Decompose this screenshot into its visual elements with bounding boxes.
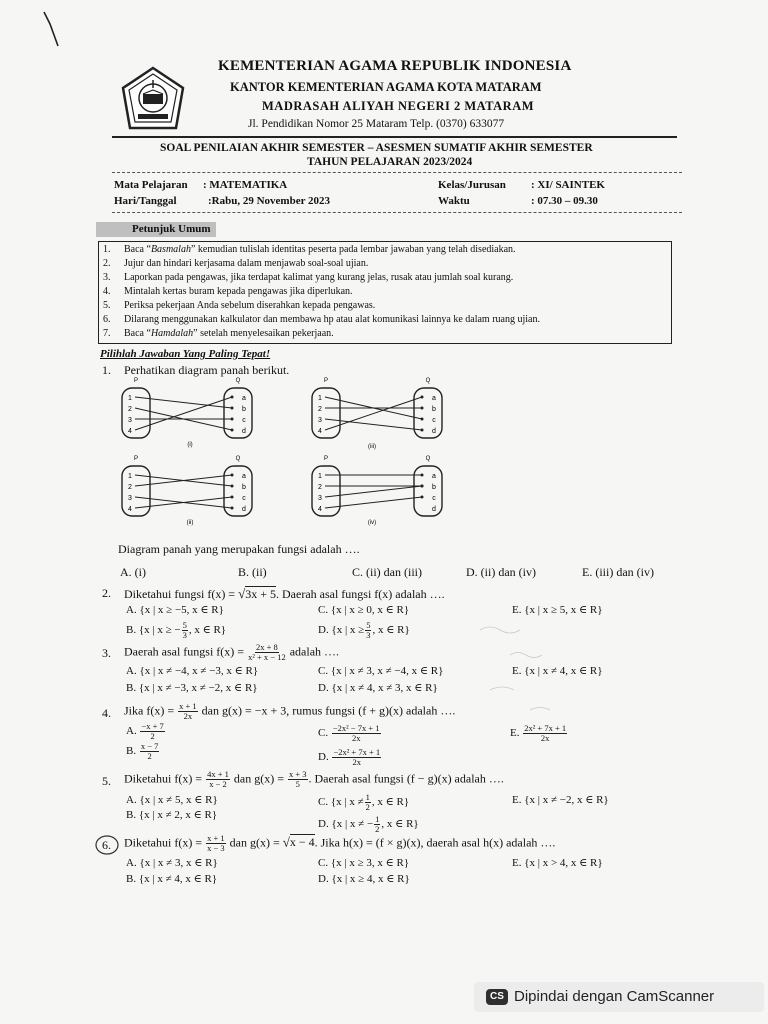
codomain-oval: [224, 388, 252, 438]
domain-element: 1: [128, 473, 132, 480]
instruction-text: Periksa pekerjaan Anda sebelum diserahkan kepada pengawas.: [124, 300, 376, 311]
q2-stem: Diketahui fungsi f(x) = √3x + 5. Daerah asal fungsi f(x) adalah ….: [124, 586, 445, 601]
codomain-element: b: [432, 406, 436, 413]
set-q-label: Q: [425, 378, 431, 384]
q3-stem: Daerah asal fungsi f(x) = $\frac{2x + 8}{\text{x² + x − 12}}$ adalah ….: [124, 642, 340, 662]
domain-element: 3: [318, 417, 322, 424]
q5-option-c[interactable]: C. {x | x ≠ $\frac{1}{2}$ , x ∈ R}: [318, 792, 410, 812]
set-p-label: P: [133, 378, 139, 384]
header-office: KANTOR KEMENTERIAN AGAMA KOTA MATARAM: [230, 80, 542, 94]
instruction-number: 3.: [103, 272, 111, 283]
codomain-element: a: [242, 395, 246, 402]
q2-option-a[interactable]: A. {x | x ≥ −5, x ∈ R}: [126, 604, 224, 616]
q1-option-d[interactable]: D. (ii) dan (iv): [466, 565, 536, 579]
q5-option-d[interactable]: D. {x | x ≠ − $\frac{1}{2}$ , x ∈ R}: [318, 814, 419, 834]
domain-element: 4: [318, 506, 322, 513]
arrow-head: [421, 418, 424, 421]
domain-oval: [312, 466, 340, 516]
arrow-head: [231, 485, 234, 488]
domain-oval: [122, 388, 150, 438]
domain-element: 3: [128, 495, 132, 502]
q6-option-c[interactable]: C. {x | x ≥ 3, x ∈ R}: [318, 857, 410, 869]
arrow-head: [421, 429, 424, 432]
instruction-text: Baca “Hamdalah” setelah menyelesaikan pekerjaan.: [124, 328, 334, 339]
domain-element: 2: [318, 406, 322, 413]
q1-option-b[interactable]: B. (ii): [238, 565, 267, 579]
domain-element: 4: [128, 428, 132, 435]
q1-stem: Perhatikan diagram panah berikut.: [124, 363, 290, 377]
set-q-label: Q: [235, 378, 241, 384]
time-label: Waktu: [438, 195, 470, 207]
q1-option-c[interactable]: C. (ii) dan (iii): [352, 565, 422, 579]
section-title: Pilihlah Jawaban Yang Paling Tepat!: [100, 348, 271, 360]
class-label: Kelas/Jurusan: [438, 179, 506, 191]
arrow-head: [421, 474, 424, 477]
q4-stem: Jika f(x) = $\frac{x + 1}{2x}$ dan g(x) = −x + 3, rumus fungsi (f + g)(x) adalah ….: [124, 701, 456, 721]
q4-option-b[interactable]: B. $\frac{x - 7}{2}$: [126, 741, 159, 761]
header-ministry: KEMENTERIAN AGAMA REPUBLIK INDONESIA: [218, 58, 572, 74]
domain-oval: [312, 388, 340, 438]
codomain-element: b: [242, 484, 246, 491]
header-rule: [112, 136, 677, 138]
instruction-number: 5.: [103, 300, 111, 311]
q2-radicand: 3x + 5: [245, 587, 276, 601]
date-label: Hari/Tanggal: [114, 195, 177, 207]
instruction-text: Mintalah kertas buram kepada pengawas jika diperlukan.: [124, 286, 353, 297]
arrow-head: [231, 407, 234, 410]
domain-element: 4: [128, 506, 132, 513]
q6-radicand: x − 4: [289, 835, 315, 850]
q2-option-c[interactable]: C. {x | x ≥ 0, x ∈ R}: [318, 604, 410, 616]
divider: [112, 172, 682, 173]
class-value: : XI/ SAINTEK: [531, 179, 605, 191]
q3-option-d[interactable]: D. {x | x ≠ 4, x ≠ 3, x ∈ R}: [318, 682, 438, 694]
domain-element: 3: [318, 495, 322, 502]
scanner-text: Dipindai dengan CamScanner: [514, 988, 715, 1005]
camscanner-logo-icon: CS: [486, 989, 508, 1005]
q6-stem: Diketahui f(x) = $\frac{x + 1}{x - 3}$ dan g(x) = √x − 4. Jika h(x) = (f × g)(x), daerah asal h(x) adalah ….: [124, 833, 556, 853]
pencil-scribbles: [470, 610, 580, 730]
date-value: :Rabu, 29 November 2023: [208, 195, 331, 207]
q2-option-b[interactable]: B. {x | x ≥ − $\frac{5}{3}$ , x ∈ R}: [126, 620, 227, 640]
codomain-element: a: [432, 395, 436, 402]
domain-element: 3: [128, 417, 132, 424]
diagram-label: (iii): [368, 444, 376, 450]
codomain-element: c: [432, 417, 436, 424]
instructions-heading: Petunjuk Umum: [132, 223, 211, 235]
instruction-number: 6.: [103, 314, 111, 325]
diagram-label: (ii): [186, 520, 194, 526]
domain-element: 4: [318, 428, 322, 435]
exam-year: TAHUN PELAJARAN 2023/2024: [307, 156, 473, 168]
instruction-number: 7.: [103, 328, 111, 339]
ministry-logo: [118, 66, 188, 134]
codomain-element: d: [242, 428, 246, 435]
set-q-label: Q: [235, 456, 241, 462]
q3-option-a[interactable]: A. {x | x ≠ −4, x ≠ −3, x ∈ R}: [126, 665, 259, 677]
time-value: : 07.30 – 09.30: [531, 195, 598, 207]
codomain-oval: [224, 466, 252, 516]
q5-number: 5.: [102, 774, 111, 788]
q3-option-c[interactable]: C. {x | x ≠ 3, x ≠ −4, x ∈ R}: [318, 665, 444, 677]
arrow-head: [421, 396, 424, 399]
instruction-number: 1.: [103, 244, 111, 255]
diagram-label: (i): [187, 442, 193, 448]
q3-number: 3.: [102, 646, 111, 660]
q1-option-e[interactable]: E. (iii) dan (iv): [582, 565, 654, 579]
arrow-head: [231, 496, 234, 499]
q5-option-b[interactable]: B. {x | x ≠ 2, x ∈ R}: [126, 809, 218, 821]
q2-option-d[interactable]: D. {x | x ≥ $\frac{5}{3}$ , x ∈ R}: [318, 620, 410, 640]
q3-option-e[interactable]: E. {x | x ≠ 4, x ∈ R}: [512, 665, 603, 677]
q2-number: 2.: [102, 586, 111, 600]
domain-element: 2: [128, 484, 132, 491]
arrow-head: [231, 429, 234, 432]
q6-option-e[interactable]: E. {x | x > 4, x ∈ R}: [512, 857, 603, 869]
domain-element: 1: [318, 473, 322, 480]
header-address: Jl. Pendidikan Nomor 25 Mataram Telp. (0370) 633077: [248, 118, 505, 130]
q4-option-d[interactable]: D. $\frac{\text{−2x² + 7x + 1}}{2x}$: [318, 747, 381, 767]
arrow-head: [231, 474, 234, 477]
arrow-diagrams: [110, 376, 450, 530]
q6-option-b[interactable]: B. {x | x ≠ 4, x ∈ R}: [126, 873, 218, 885]
subject-label: Mata Pelajaran: [114, 179, 188, 191]
arrow-head: [421, 407, 424, 410]
scan-mark: [40, 10, 70, 50]
q1-option-a[interactable]: A. (i): [120, 565, 146, 579]
codomain-element: b: [432, 484, 436, 491]
codomain-element: c: [242, 495, 246, 502]
q1-ask: Diagram panah yang merupakan fungsi adalah ….: [118, 542, 360, 556]
q5-option-a[interactable]: A. {x | x ≠ 5, x ∈ R}: [126, 794, 218, 806]
set-p-label: P: [323, 456, 329, 462]
q3-option-b[interactable]: B. {x | x ≠ −3, x ≠ −2, x ∈ R}: [126, 682, 258, 694]
codomain-oval: [414, 388, 442, 438]
codomain-element: a: [242, 473, 246, 480]
instruction-text: Baca “Basmalah” kemudian tulislah identitas peserta pada lembar jawaban yang telah disediakan.: [124, 244, 516, 255]
q4-option-a[interactable]: A. $\frac{-x + 7}{2}$: [126, 721, 164, 741]
instruction-number: 2.: [103, 258, 111, 269]
q2-option-e[interactable]: E. {x | x ≥ 5, x ∈ R}: [512, 604, 603, 616]
arrow-head: [231, 507, 234, 510]
arrow-head: [231, 418, 234, 421]
diagram-label: (iv): [367, 520, 377, 526]
codomain-element: d: [432, 428, 436, 435]
instruction-text: Laporkan pada pengawas, jika terdapat kalimat yang kurang jelas, rusak atau jumlah soal kurang.: [124, 272, 514, 283]
domain-element: 1: [318, 395, 322, 402]
codomain-element: c: [432, 495, 436, 502]
codomain-element: b: [242, 406, 246, 413]
q6-option-d[interactable]: D. {x | x ≥ 4, x ∈ R}: [318, 873, 410, 885]
codomain-element: a: [432, 473, 436, 480]
codomain-oval: [414, 466, 442, 516]
codomain-element: d: [432, 506, 436, 513]
header-school: MADRASAH ALIYAH NEGERI 2 MATARAM: [262, 99, 535, 113]
set-q-label: Q: [425, 456, 431, 462]
q4-option-e[interactable]: E. $\frac{\text{2x² + 7x + 1}}{2x}$: [510, 723, 567, 743]
q1-number: 1.: [102, 363, 111, 377]
domain-element: 1: [128, 395, 132, 402]
q5-stem: Diketahui f(x) = $\frac{4x + 1}{x - 2}$ dan g(x) = $\frac{x + 3}{5}$ . Daerah asal fungsi (f − g)(x) adalah ….: [124, 769, 504, 789]
domain-oval: [122, 466, 150, 516]
instruction-text: Jujur dan hindari kerjasama dalam menjawab soal-soal ujian.: [124, 258, 369, 269]
q6-number: 6.: [102, 838, 111, 852]
domain-element: 2: [128, 406, 132, 413]
arrow-head: [421, 485, 424, 488]
arrow-head: [231, 396, 234, 399]
subject-value: : MATEMATIKA: [203, 179, 288, 191]
set-p-label: P: [133, 456, 139, 462]
q4-option-c[interactable]: C. $\frac{\text{−2x² − 7x + 1}}{2x}$: [318, 723, 380, 743]
q4-number: 4.: [102, 706, 111, 720]
codomain-element: d: [242, 506, 246, 513]
q5-option-e[interactable]: E. {x | x ≠ −2, x ∈ R}: [512, 794, 609, 806]
domain-element: 2: [318, 484, 322, 491]
exam-title: SOAL PENILAIAN AKHIR SEMESTER – ASESMEN SUMATIF AKHIR SEMESTER: [160, 142, 593, 154]
divider: [112, 212, 682, 213]
codomain-element: c: [242, 417, 246, 424]
arrow-head: [421, 496, 424, 499]
instruction-text: Dilarang menggunakan kalkulator dan membawa hp atau alat komunikasi lainnya ke dalam ruang ujian.: [124, 314, 540, 325]
q6-option-a[interactable]: A. {x | x ≠ 3, x ∈ R}: [126, 857, 218, 869]
instruction-number: 4.: [103, 286, 111, 297]
set-p-label: P: [323, 378, 329, 384]
